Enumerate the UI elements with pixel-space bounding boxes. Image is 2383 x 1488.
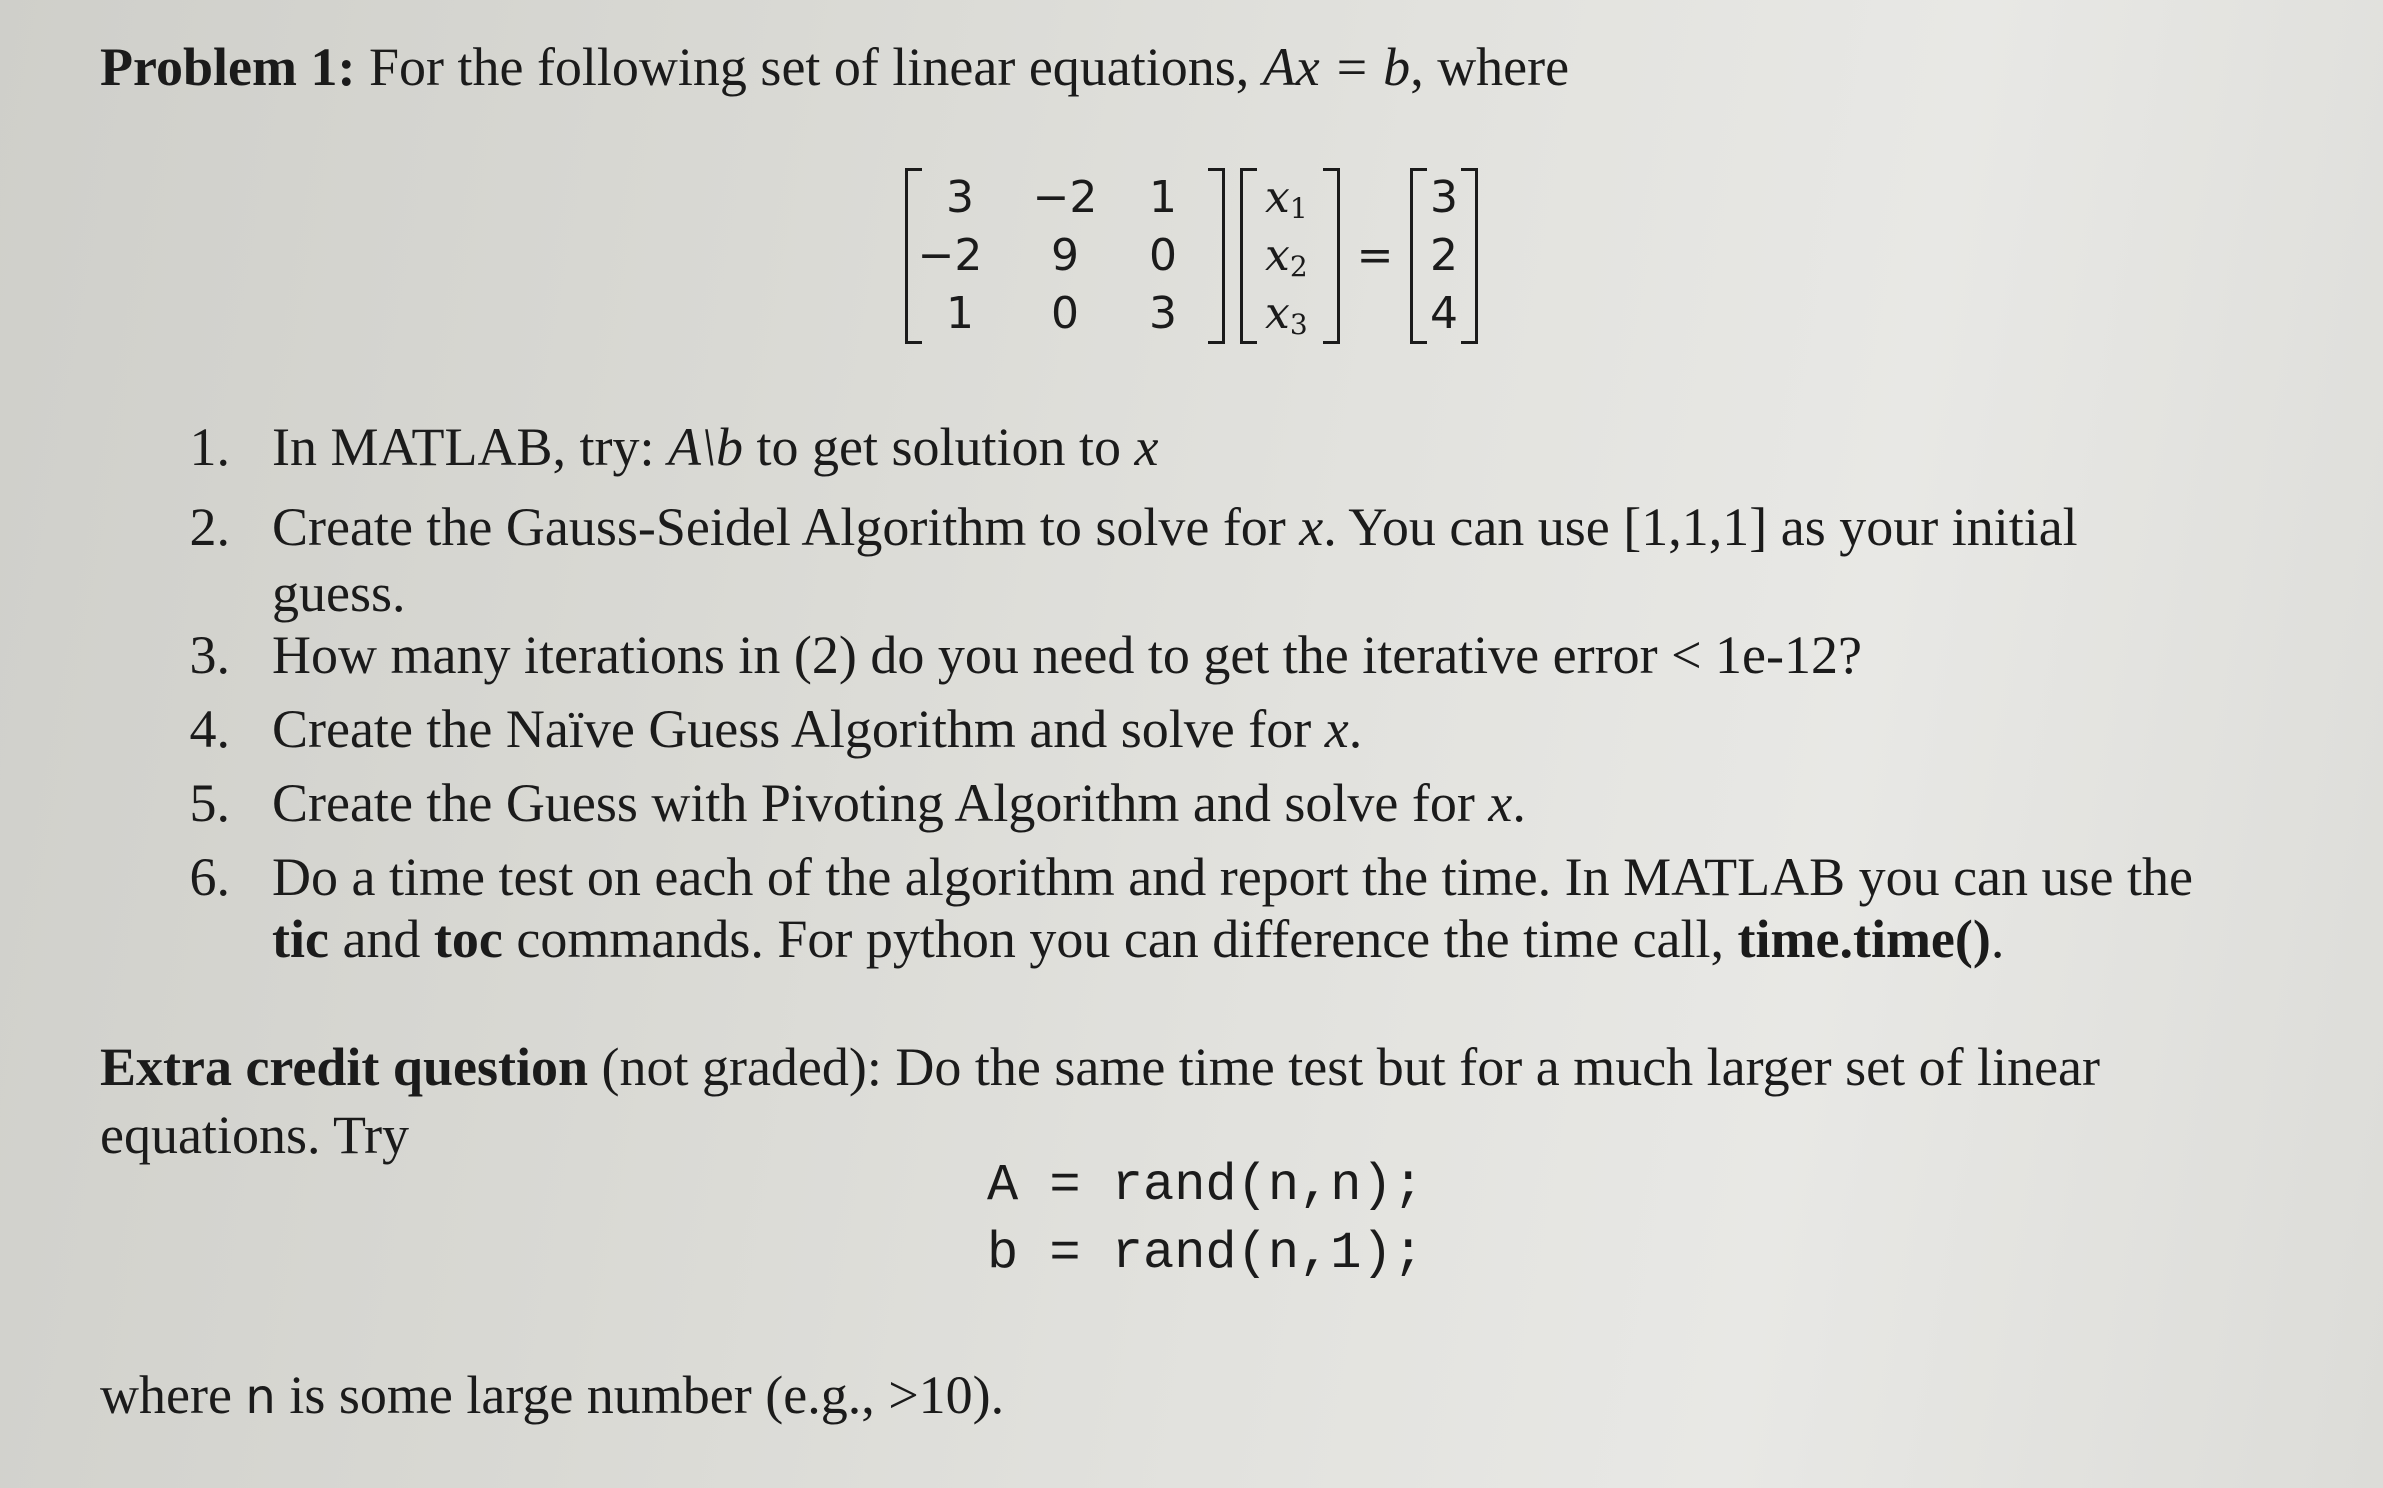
vector-b-entry: 2 — [1430, 230, 1458, 281]
problem-intro: For the following set of linear equations, — [368, 37, 1250, 97]
item-text: and — [342, 909, 421, 969]
list-item — [272, 773, 1526, 833]
time-function: time.time() — [1737, 909, 1991, 969]
equals-sign: = — [1356, 230, 1394, 281]
list-item-continuation — [272, 909, 2005, 969]
vector-x-entry: $x_1$ — [1265, 172, 1308, 225]
vector-b-entry: 3 — [1430, 172, 1458, 223]
extra-credit-text: (not graded): Do the same time test but for a much larger set of linear — [601, 1037, 2100, 1097]
problem-label: Problem 1: — [100, 37, 356, 97]
matrix-a-cell: −2 — [917, 230, 983, 281]
list-number: 4. — [189, 699, 230, 759]
where-text: where — [100, 1365, 232, 1425]
code-line: A = rand(n,n); — [987, 1156, 1424, 1215]
vector-x-entry: $x_2$ — [1265, 230, 1308, 283]
item-text: commands. For python you can difference the time call, — [516, 909, 1725, 969]
code-line: b = rand(n,1); — [987, 1224, 1424, 1283]
item-var: x — [1134, 417, 1159, 477]
matrix-a-cell: 3 — [946, 172, 974, 223]
vector-b-entry: 4 — [1430, 288, 1458, 339]
list-number: 3. — [189, 625, 230, 685]
list-item — [272, 699, 1363, 759]
list-number: 6. — [189, 847, 230, 907]
right-bracket — [1461, 168, 1478, 344]
matrix-a — [905, 168, 1225, 340]
tic-command: tic — [272, 909, 329, 969]
where-line — [100, 1365, 1005, 1425]
matrix-a-cell: 9 — [1051, 230, 1079, 281]
item-text: Create the Gauss-Seidel Algorithm to solve for — [272, 497, 1286, 557]
extra-credit-label: Extra credit question — [100, 1037, 588, 1097]
left-bracket — [1240, 168, 1257, 344]
toc-command: toc — [433, 909, 503, 969]
item-text: Create the Naïve Guess Algorithm and solve for — [272, 699, 1312, 759]
vector-x — [1240, 168, 1340, 340]
item-math: A\b — [667, 417, 743, 477]
item-text: Create the Guess with Pivoting Algorithm and solve for — [272, 773, 1475, 833]
list-item — [272, 497, 2078, 557]
matrix-a-cell: −2 — [1032, 172, 1098, 223]
list-number: 5. — [189, 773, 230, 833]
vector-x-entry: $x_3$ — [1265, 288, 1308, 341]
item-text: . You can use [1,1,1] as your initial — [1323, 497, 2078, 557]
list-item: Do a time test on each of the algorithm and report the time. In MATLAB you can use the — [272, 847, 2193, 907]
vector-b — [1410, 168, 1478, 340]
list-item-continuation: guess. — [272, 563, 406, 623]
matrix-a-cell: 1 — [1149, 172, 1177, 223]
item-text: . — [1348, 699, 1363, 759]
list-number: 1. — [189, 417, 230, 477]
problem-heading — [100, 37, 1570, 97]
problem-equation: Ax = b — [1262, 37, 1411, 97]
item-var: x — [1488, 773, 1513, 833]
right-bracket — [1208, 168, 1225, 344]
problem-where: , where — [1410, 37, 1570, 97]
extra-credit-line — [100, 1037, 2100, 1097]
list-item — [272, 417, 1159, 477]
item-text: . — [1512, 773, 1526, 833]
item-text: . — [1990, 909, 2005, 969]
list-item: How many iterations in (2) do you need to get the iterative error < 1e-12? — [272, 625, 1862, 685]
matrix-a-cell: 3 — [1149, 288, 1177, 339]
matrix-a-cell: 1 — [946, 288, 974, 339]
item-text: to get solution to — [756, 417, 1121, 477]
n-variable: n — [245, 1369, 276, 1425]
item-var: x — [1324, 699, 1349, 759]
list-number: 2. — [189, 497, 230, 557]
item-text: In MATLAB, try: — [272, 417, 655, 477]
matrix-a-cell: 0 — [1051, 288, 1079, 339]
item-var: x — [1299, 497, 1324, 557]
extra-credit-line-2: equations. Try — [100, 1105, 410, 1165]
matrix-a-cell: 0 — [1149, 230, 1177, 281]
where-text: is some large number (e.g., >10). — [289, 1365, 1005, 1425]
